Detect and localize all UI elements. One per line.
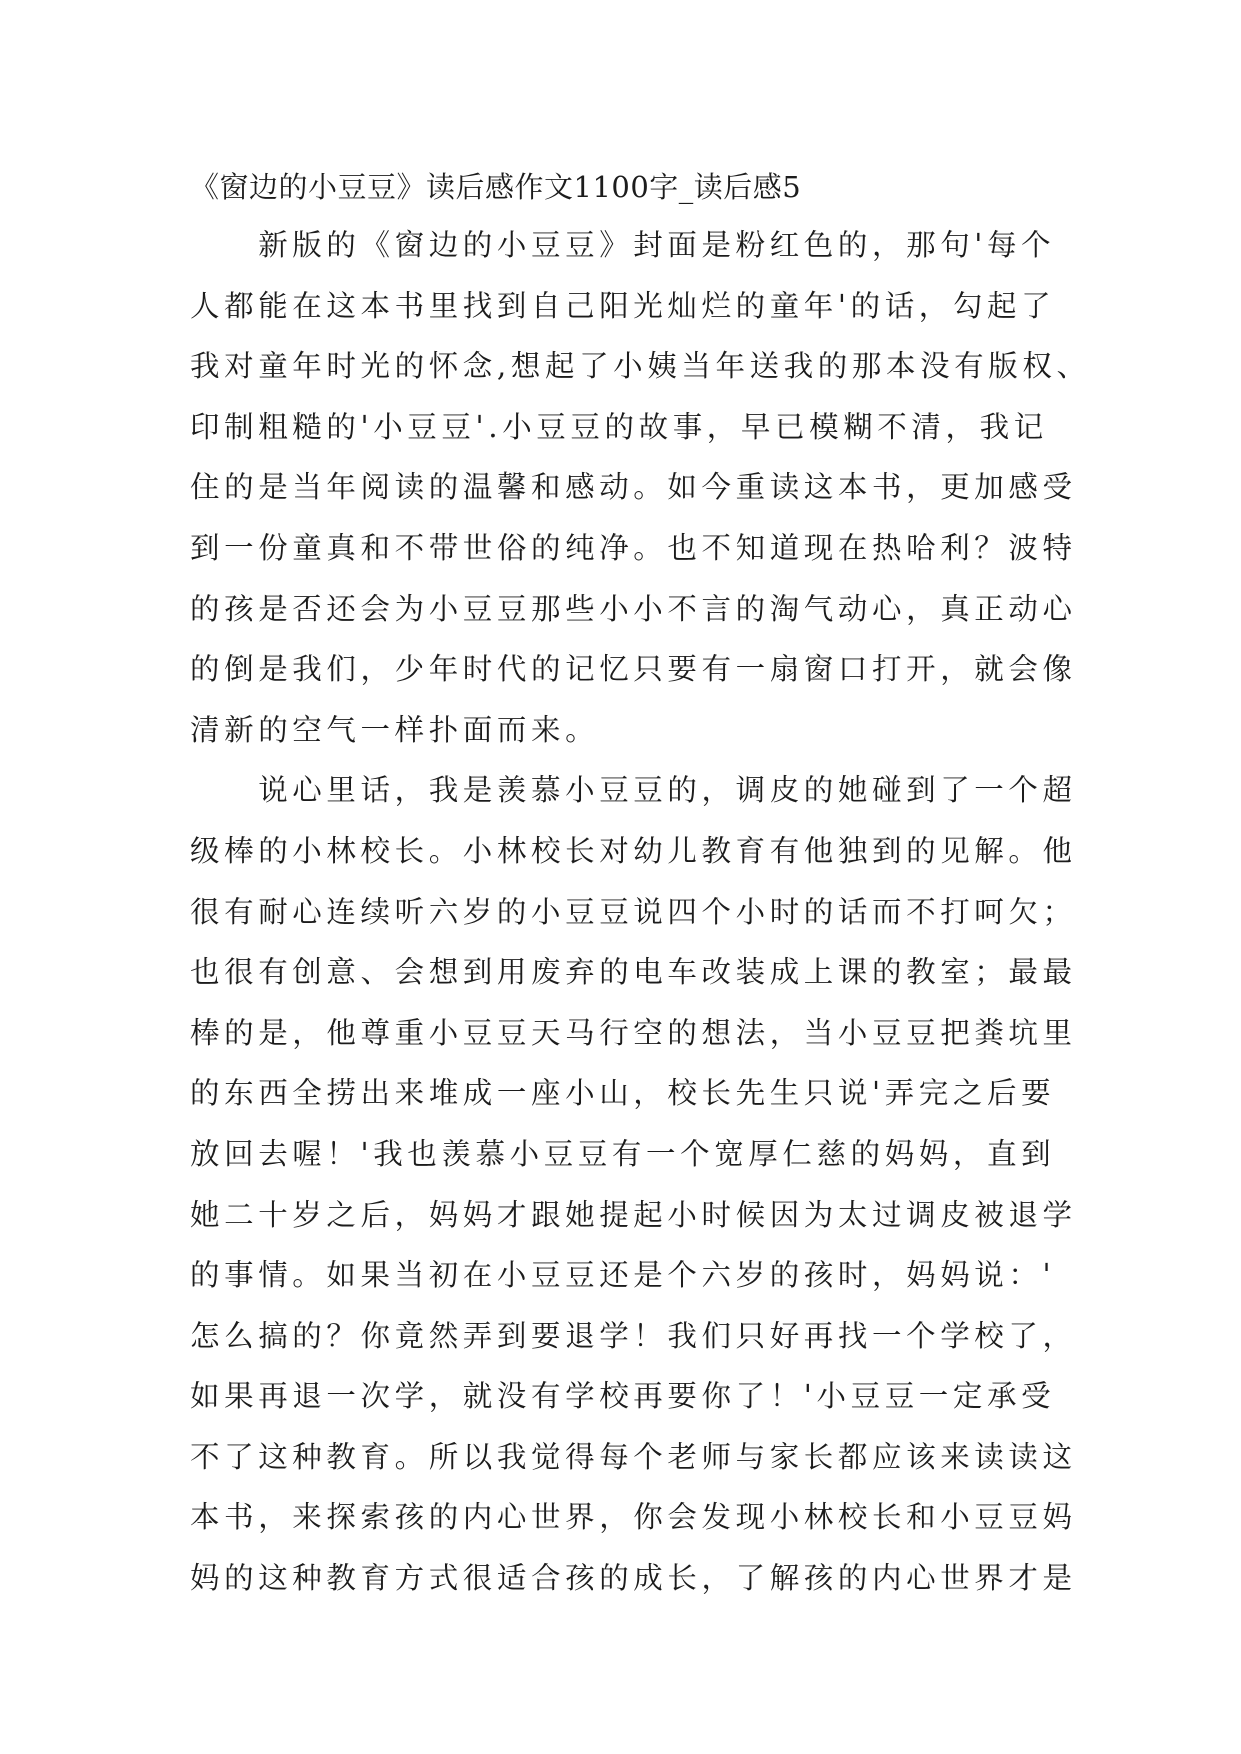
text-line: 不了这种教育。所以我觉得每个老师与家长都应该来读读这 — [190, 1439, 1077, 1474]
text-line: 也很有创意、会想到用废弃的电车改装成上课的教室；最最 — [190, 955, 1077, 990]
text-line: 新版的《窗边的小豆豆》封面是粉红色的，那句'每个 — [190, 228, 1056, 262]
paragraph-2 — [190, 760, 1077, 1608]
text-line: 住的是当年阅读的温馨和感动。如今重读这本书，更加感受 — [190, 470, 1077, 505]
text-line: 说心里话，我是羡慕小豆豆的，调皮的她碰到了一个超 — [190, 773, 1077, 808]
text-line: 如果再退一次学，就没有学校再要你了！'小豆豆一定承受 — [190, 1379, 1056, 1414]
text-line: 我对童年时光的怀念,想起了小姨当年送我的那本没有版权、 — [190, 349, 1091, 384]
text-line: 的孩是否还会为小豆豆那些小小不言的淘气动心，真正动心 — [190, 591, 1077, 626]
document-body — [190, 215, 1091, 1609]
text-line: 的东西全捞出来堆成一座小山，校长先生只说'弄完之后要 — [190, 1076, 1056, 1111]
text-line: 清新的空气一样扑面而来。 — [190, 712, 600, 747]
text-line: 的倒是我们，少年时代的记忆只要有一扇窗口打开，就会像 — [190, 652, 1077, 687]
text-line: 人都能在这本书里找到自己阳光灿烂的童年'的话，勾起了 — [190, 288, 1056, 323]
paragraph-1 — [190, 215, 1091, 760]
text-line: 很有耐心连续听六岁的小豆豆说四个小时的话而不打呵欠； — [190, 894, 1077, 929]
text-line: 的事情。如果当初在小豆豆还是个六岁的孩时，妈妈说：' — [190, 1258, 1056, 1293]
text-line: 妈的这种教育方式很适合孩的成长，了解孩的内心世界才是 — [190, 1561, 1077, 1596]
document-title: 《窗边的小豆豆》读后感作文1100字_读后感5 — [190, 170, 802, 204]
text-line: 放回去喔！'我也羡慕小豆豆有一个宽厚仁慈的妈妈，直到 — [190, 1136, 1056, 1171]
text-line: 她二十岁之后，妈妈才跟她提起小时候因为太过调皮被退学 — [190, 1197, 1077, 1232]
text-line: 到一份童真和不带世俗的纯净。也不知道现在热哈利？波特 — [190, 530, 1077, 565]
text-line: 级棒的小林校长。小林校长对幼儿教育有他独到的见解。他 — [190, 833, 1077, 868]
text-line: 棒的是，他尊重小豆豆天马行空的想法，当小豆豆把粪坑里 — [190, 1015, 1077, 1050]
text-line: 本书，来探索孩的内心世界，你会发现小林校长和小豆豆妈 — [190, 1500, 1077, 1535]
text-line: 印制粗糙的'小豆豆'.小豆豆的故事，早已模糊不清，我记 — [190, 409, 1048, 444]
text-line: 怎么搞的？你竟然弄到要退学！我们只好再找一个学校了， — [190, 1318, 1077, 1353]
